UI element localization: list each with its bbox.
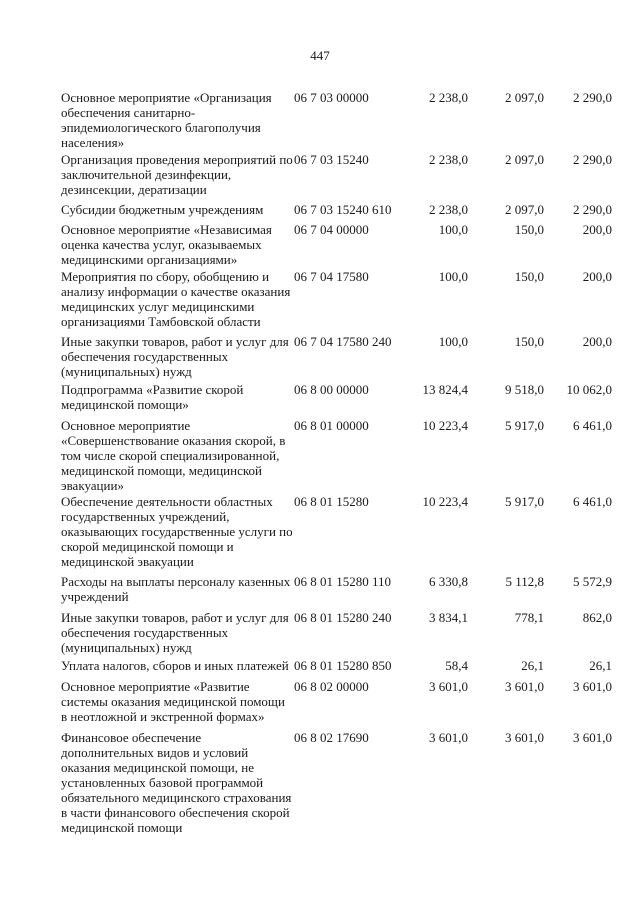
row-value-1: 13 824,4 [422,382,468,397]
row-value-2: 2 097,0 [505,202,544,217]
row-value-3: 3 601,0 [573,679,612,694]
row-value-3: 3 601,0 [573,730,612,745]
row-value-2: 26,1 [521,658,544,673]
row-name: Мероприятия по сбору, обобщению и анализу информации о качестве оказания медицинских услуг медицинскими организациями Тамбовской области [61,269,291,329]
row-code: 06 8 02 00000 [294,679,369,694]
row-value-3: 6 461,0 [573,418,612,433]
row-value-2: 3 601,0 [505,679,544,694]
row-value-1: 100,0 [438,222,468,237]
row-value-1: 3 601,0 [429,679,468,694]
row-value-2: 9 518,0 [505,382,544,397]
row-value-1: 2 238,0 [429,90,468,105]
row-value-2: 5 917,0 [505,418,544,433]
row-value-3: 862,0 [582,610,612,625]
row-name: Обеспечение деятельности областных государственных учреждений, оказывающих государственные услуги по скорой медицинской помощи и медицинской эвакуации [61,494,293,569]
row-code: 06 7 04 17580 240 [294,334,392,349]
row-value-1: 3 834,1 [429,610,468,625]
row-value-1: 100,0 [438,334,468,349]
row-name: Основное мероприятие «Развитие системы оказания медицинской помощи в неотложной и экстренной формах» [61,679,285,724]
row-value-1: 10 223,4 [422,418,468,433]
row-value-3: 5 572,9 [573,574,612,589]
row-value-2: 2 097,0 [505,152,544,167]
row-value-3: 6 461,0 [573,494,612,509]
row-value-3: 26,1 [589,658,612,673]
row-value-2: 5 917,0 [505,494,544,509]
row-value-3: 2 290,0 [573,202,612,217]
row-value-1: 2 238,0 [429,202,468,217]
page-number: 447 [310,48,330,63]
row-value-1: 58,4 [445,658,468,673]
row-value-2: 5 112,8 [505,574,544,589]
row-code: 06 7 04 17580 [294,269,369,284]
row-value-3: 2 290,0 [573,90,612,105]
row-name: Уплата налогов, сборов и иных платежей [61,658,289,673]
row-name: Организация проведения мероприятий по заключительной дезинфекции, дезинсекции, дератизации [61,152,293,197]
row-code: 06 8 02 17690 [294,730,369,745]
row-name: Финансовое обеспечение дополнительных видов и условий оказания медицинской помощи, не установленных базовой программой обязательного медицинского страхования в части финансового обеспечения скорой медицинской помощи [61,730,292,835]
row-value-3: 200,0 [582,334,612,349]
row-value-1: 6 330,8 [429,574,468,589]
row-name: Основное мероприятие «Организация обеспечения санитарно-эпидемиологического благополучия населения» [61,90,272,150]
row-name: Субсидии бюджетным учреждениям [61,202,264,217]
row-code: 06 7 03 15240 610 [294,202,392,217]
row-code: 06 8 00 00000 [294,382,369,397]
row-name: Основное мероприятие «Независимая оценка качества услуг, оказываемых медицинскими организациями» [61,222,272,267]
row-code: 06 7 03 00000 [294,90,369,105]
row-value-1: 10 223,4 [422,494,468,509]
row-code: 06 7 03 15240 [294,152,369,167]
row-code: 06 8 01 15280 850 [294,658,392,673]
row-name: Иные закупки товаров, работ и услуг для обеспечения государственных (муниципальных) нужд [61,334,289,379]
row-value-2: 150,0 [514,222,544,237]
row-value-2: 3 601,0 [505,730,544,745]
row-code: 06 8 01 15280 [294,494,369,509]
row-value-1: 100,0 [438,269,468,284]
row-value-1: 2 238,0 [429,152,468,167]
row-value-3: 200,0 [582,269,612,284]
row-code: 06 8 01 15280 110 [294,574,392,589]
row-code: 06 8 01 00000 [294,418,369,433]
row-value-3: 200,0 [582,222,612,237]
row-name: Подпрограмма «Развитие скорой медицинской помощи» [61,382,244,412]
row-code: 06 8 01 15280 240 [294,610,392,625]
row-value-2: 778,1 [514,610,544,625]
row-value-2: 2 097,0 [505,90,544,105]
row-code: 06 7 04 00000 [294,222,369,237]
row-value-2: 150,0 [514,334,544,349]
row-name: Иные закупки товаров, работ и услуг для обеспечения государственных (муниципальных) нужд [61,610,289,655]
row-value-3: 2 290,0 [573,152,612,167]
row-value-1: 3 601,0 [429,730,468,745]
row-value-3: 10 062,0 [566,382,612,397]
row-value-2: 150,0 [514,269,544,284]
row-name: Расходы на выплаты персоналу казенных учреждений [61,574,291,604]
row-name: Основное мероприятие «Совершенствование оказания скорой, в том числе скорой специализированной, медицинской помощи, медицинской эвакуации» [61,418,286,493]
